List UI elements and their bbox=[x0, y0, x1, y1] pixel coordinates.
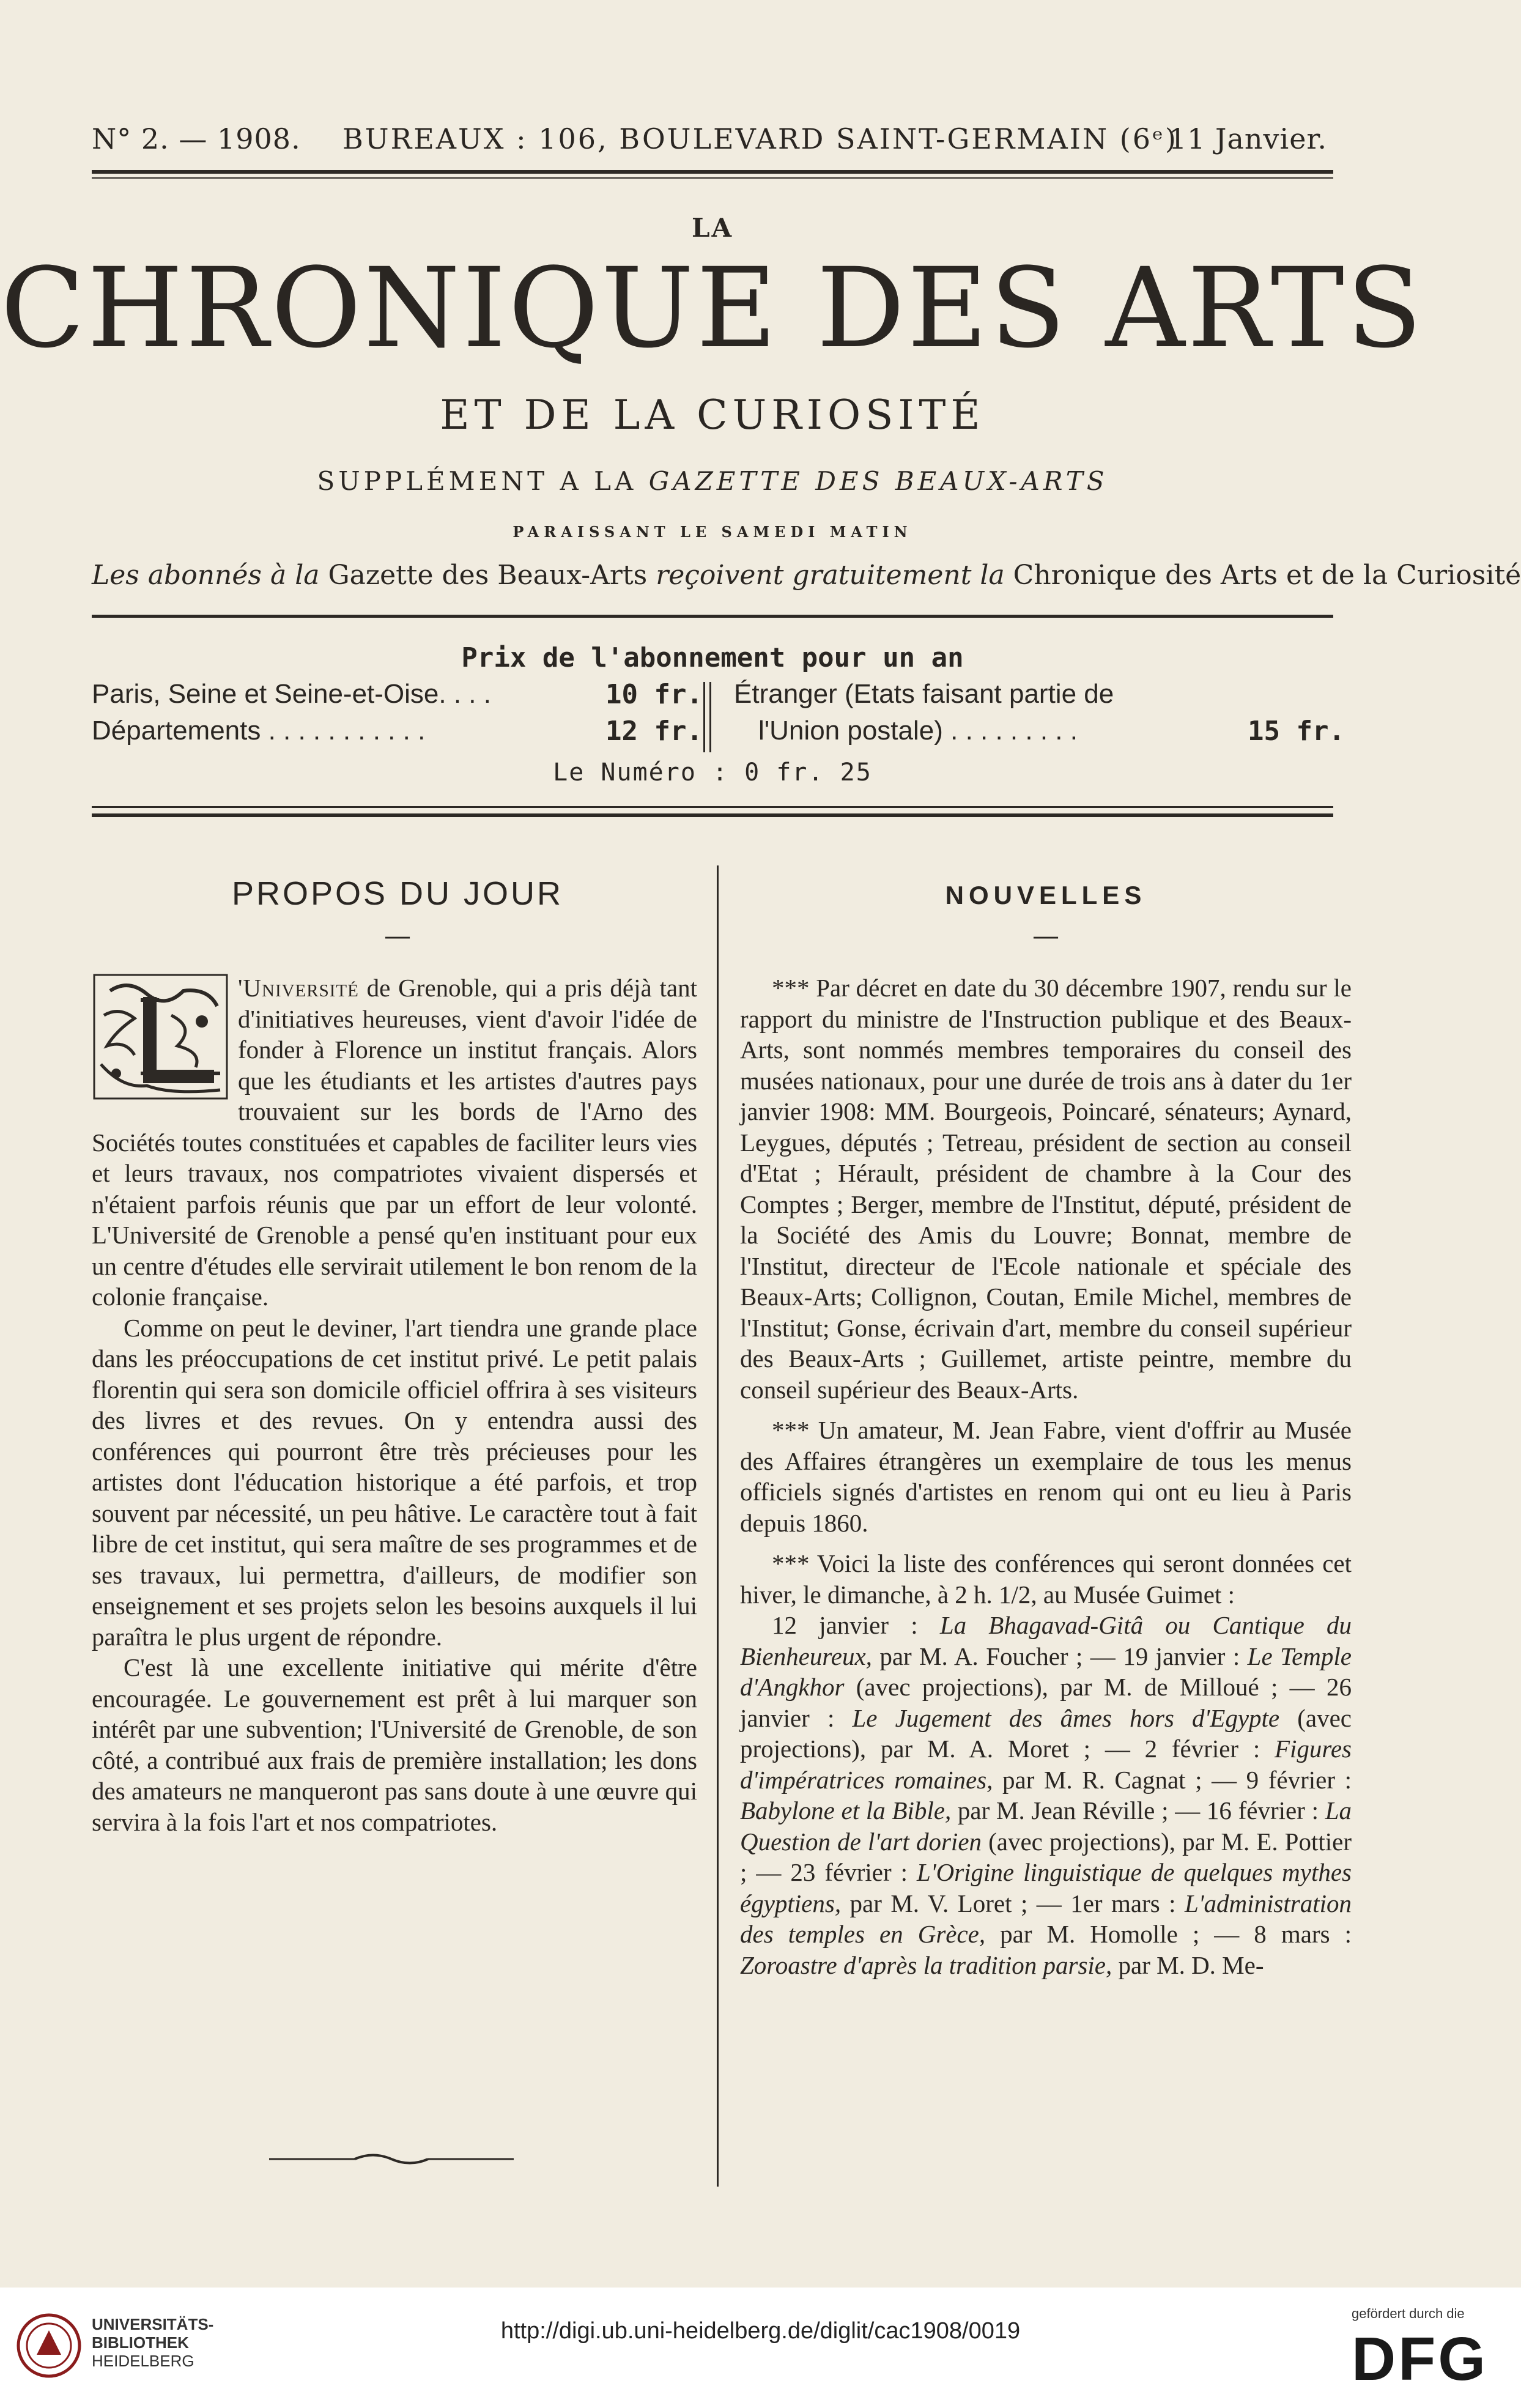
conf-speaker-8: par M. Homolle ; — 8 mars : bbox=[985, 1920, 1352, 1948]
conf-title-4: Figures d'impératrices romaines, bbox=[740, 1735, 1352, 1794]
pricing-rule-thick bbox=[92, 813, 1333, 817]
subscribers-note-3: reçoivent gratuitement la bbox=[656, 560, 1005, 591]
news-item-conferences-intro: *** Voici la liste des conférences qui seront données cet hiver, le dimanche, à 2 h. 1/2, au Musée Guimet : bbox=[740, 1549, 1352, 1609]
supplement-title: GAZETTE DES BEAUX-ARTS bbox=[648, 466, 1108, 496]
foreign-price-label-1: Étranger (Etats faisant partie de bbox=[734, 679, 1114, 709]
bureaux-address: BUREAUX : 106, BOULEVARD SAINT-GERMAIN (6ᵉ) bbox=[342, 122, 1178, 155]
conf-speaker-2: (avec projections), par M. de Milloué ; — 26 janvier : bbox=[740, 1673, 1352, 1732]
conf-speaker-7: par M. V. Loret ; — 1er mars : bbox=[841, 1889, 1185, 1917]
library-name-line-2: BIBLIOTHEK bbox=[92, 2333, 189, 2352]
digitization-footer bbox=[0, 2288, 1521, 2408]
title-article: LA bbox=[691, 213, 734, 243]
supplement-prefix: SUPPLÉMENT A LA bbox=[317, 466, 649, 496]
conf-title-3: Le Jugement des âmes hors d'Egypte bbox=[852, 1703, 1280, 1732]
foreign-price: 15 fr. bbox=[1248, 716, 1345, 747]
conf-title-8: L'administration des temples en Grèce, bbox=[740, 1889, 1352, 1948]
paris-price-label: Paris, Seine et Seine-et-Oise. . . . bbox=[92, 679, 491, 709]
library-name-line-1: UNIVERSITÄTS- bbox=[92, 2315, 214, 2333]
news-item-conferences-list bbox=[740, 1610, 1352, 1980]
page-subtitle: ET DE LA CURIOSITÉ bbox=[440, 391, 985, 439]
end-ornament-icon bbox=[263, 2150, 520, 2168]
conf-title-9: Zoroastre d'après la tradition parsie, bbox=[740, 1950, 1112, 1979]
subscribers-note-4: Chronique des Arts et de la Curiosité bbox=[1004, 560, 1521, 591]
right-heading-dash: — bbox=[1032, 921, 1059, 952]
left-paragraph-2: Comme on peut le deviner, l'art tiendra une grande place dans les préoccupations de cet institut privé. Le petit palais florentin qui sera son domicile officiel offrira à ses visiteurs des livres et des revues. On y entendra aussi des conférences qui pourront être très précieuses pour les artistes dont l'éducation historique a été parfois, et trop souvent par nécessité, un peu hâtive. Le caractère tout à fait libre de cet institut, qui sera maître de ses programmes et de ses travaux, lui permettra, d'ailleurs, de modifier son enseignement et ses projets selon les besoins auxquels il lui paraîtra le plus urgent de répondre. bbox=[92, 1313, 697, 1651]
masthead-rule-thin bbox=[92, 177, 1333, 179]
subscribers-note-2: Gazette des Beaux-Arts bbox=[319, 560, 656, 591]
departments-price-label: Départements . . . . . . . . . . . bbox=[92, 716, 426, 746]
issue-number: N° 2. — 1908. bbox=[92, 122, 301, 155]
foreign-price-label-2: l'Union postale) . . . . . . . . . bbox=[758, 716, 1078, 746]
dfg-logo: DFG bbox=[1352, 2325, 1489, 2393]
pricing-title: Prix de l'abonnement pour un an bbox=[461, 642, 964, 673]
library-name-line-3: HEIDELBERG bbox=[92, 2352, 194, 2370]
conf-title-1: La Bhagavad-Gitâ ou Cantique du Bienheureux, bbox=[740, 1611, 1352, 1670]
funding-note: gefördert durch die bbox=[1352, 2306, 1465, 2321]
conf-title-7: L'Origine linguistique de quelques mythes égyptiens, bbox=[740, 1858, 1352, 1917]
right-column-heading: NOUVELLES bbox=[945, 881, 1147, 909]
conf-speaker-3: (avec projections), par M. A. Moret ; — 2 février : bbox=[740, 1703, 1352, 1763]
right-article bbox=[740, 972, 1352, 1980]
left-column-heading: PROPOS DU JOUR bbox=[231, 875, 564, 912]
publication-schedule: PARAISSANT LE SAMEDI MATIN bbox=[513, 523, 912, 541]
news-item-menus: *** Un amateur, M. Jean Fabre, vient d'offrir au Musée des Affaires étrangères un exemplaire de tous les menus officiels signés d'artistes en renom qui ont eu lieu à Paris depuis 1860. bbox=[740, 1416, 1352, 1537]
news-item-decree: *** Par décret en date du 30 décembre 1907, rendu sur le rapport du ministre de l'Instruction publique et des Beaux-Arts, sont nommés membres temporaires du conseil des musées nationaux, pour une durée de trois ans à dater du 1er janvier 1908: MM. Bourgeois, Poincaré, sénateurs; Aynard, Leygues, députés ; Tetreau, président de section au conseil d'Etat ; Hérault, président de chambre à la Cour des Comptes ; Berger, membre de l'Institut, député, président de la Société des Amis du Louvre; Bonnat, membre de l'Institut, directeur de l'Ecole nationale et spéciale des Beaux-Arts; Collignon, Coutan, Emile Michel, membres de l'Institut; Gonse, écrivain d'art, membre du conseil supérieur des Beaux-Arts ; Guillemet, artiste peintre, membre du conseil supérieur des Beaux-Arts. bbox=[740, 974, 1352, 1404]
left-paragraph-3: C'est là une excellente initiative qui mérite d'être encouragée. Le gouvernement est prêt à lui marquer son intérêt par une subvention; l'Université de Grenoble, de son côté, a contribué aux frais de première installation; les dons des amateurs ne manqueront pas sans doute à une œuvre qui servira à la fois l'art et nos compatriotes. bbox=[92, 1653, 697, 1836]
header-rule bbox=[92, 615, 1333, 618]
ornamental-initial-l-icon bbox=[92, 972, 229, 1101]
pricing-rule bbox=[92, 806, 1333, 808]
conf-date-1: 12 janvier : bbox=[772, 1611, 940, 1639]
pricing-divider-2 bbox=[709, 682, 711, 752]
subscribers-note-1: Les abonnés à la bbox=[92, 560, 320, 591]
conf-title-6: La Question de l'art dorien bbox=[740, 1796, 1352, 1856]
conf-speaker-9: par M. D. Me- bbox=[1112, 1950, 1264, 1979]
conf-speaker-1: par M. A. Foucher ; — 19 janvier : bbox=[872, 1642, 1248, 1670]
conf-speaker-6: (avec projections), par M. E. Pottier ; — 23 février : bbox=[740, 1827, 1352, 1886]
subscribers-note bbox=[92, 560, 1521, 591]
left-paragraph-1 bbox=[92, 972, 697, 1313]
left-article bbox=[92, 972, 697, 1837]
conf-title-5: Babylone et la Bible, bbox=[740, 1796, 952, 1825]
source-url-link[interactable]: http://digi.ub.uni-heidelberg.de/diglit/cac1908/0019 bbox=[500, 2318, 1021, 2344]
left-heading-dash: — bbox=[384, 921, 411, 952]
single-issue-price: Le Numéro : 0 fr. 25 bbox=[553, 758, 872, 787]
pricing-divider bbox=[703, 682, 705, 752]
page-title: CHRONIQUE DES ARTS bbox=[0, 245, 1425, 372]
conf-speaker-4: par M. R. Cagnat ; — 9 février : bbox=[993, 1765, 1352, 1794]
left-paragraph-1-smallcaps: 'Université bbox=[238, 974, 359, 1002]
masthead-line bbox=[92, 122, 1327, 159]
paris-price: 10 fr. bbox=[605, 679, 703, 710]
issue-date: 11 Janvier. bbox=[1168, 122, 1327, 155]
supplement-line bbox=[0, 466, 1425, 496]
column-divider bbox=[717, 865, 719, 2187]
conf-speaker-5: par M. Jean Réville ; — 16 février : bbox=[951, 1796, 1325, 1825]
departments-price: 12 fr. bbox=[605, 716, 703, 747]
left-paragraph-1-text: de Grenoble, qui a pris déjà tant d'initiatives heureuses, vient d'avoir l'idée de fonder à Florence un institut français. Alors que les étudiants et les artistes d'autres pays trouvaient sur les bords de l'Arno des Sociétés toutes constituées et capables de faciliter leurs vies et leurs travaux, nos compatriotes vivaient dispersés et n'étaient parfois réunis que par un effort de leur volonté. L'Université de Grenoble a pensé qu'en instituant pour eux un centre d'études elle servirait utilement le bon renom de la colonie française. bbox=[92, 974, 697, 1311]
masthead-rule bbox=[92, 170, 1333, 174]
conf-title-2: Le Temple d'Angkhor bbox=[740, 1642, 1352, 1701]
